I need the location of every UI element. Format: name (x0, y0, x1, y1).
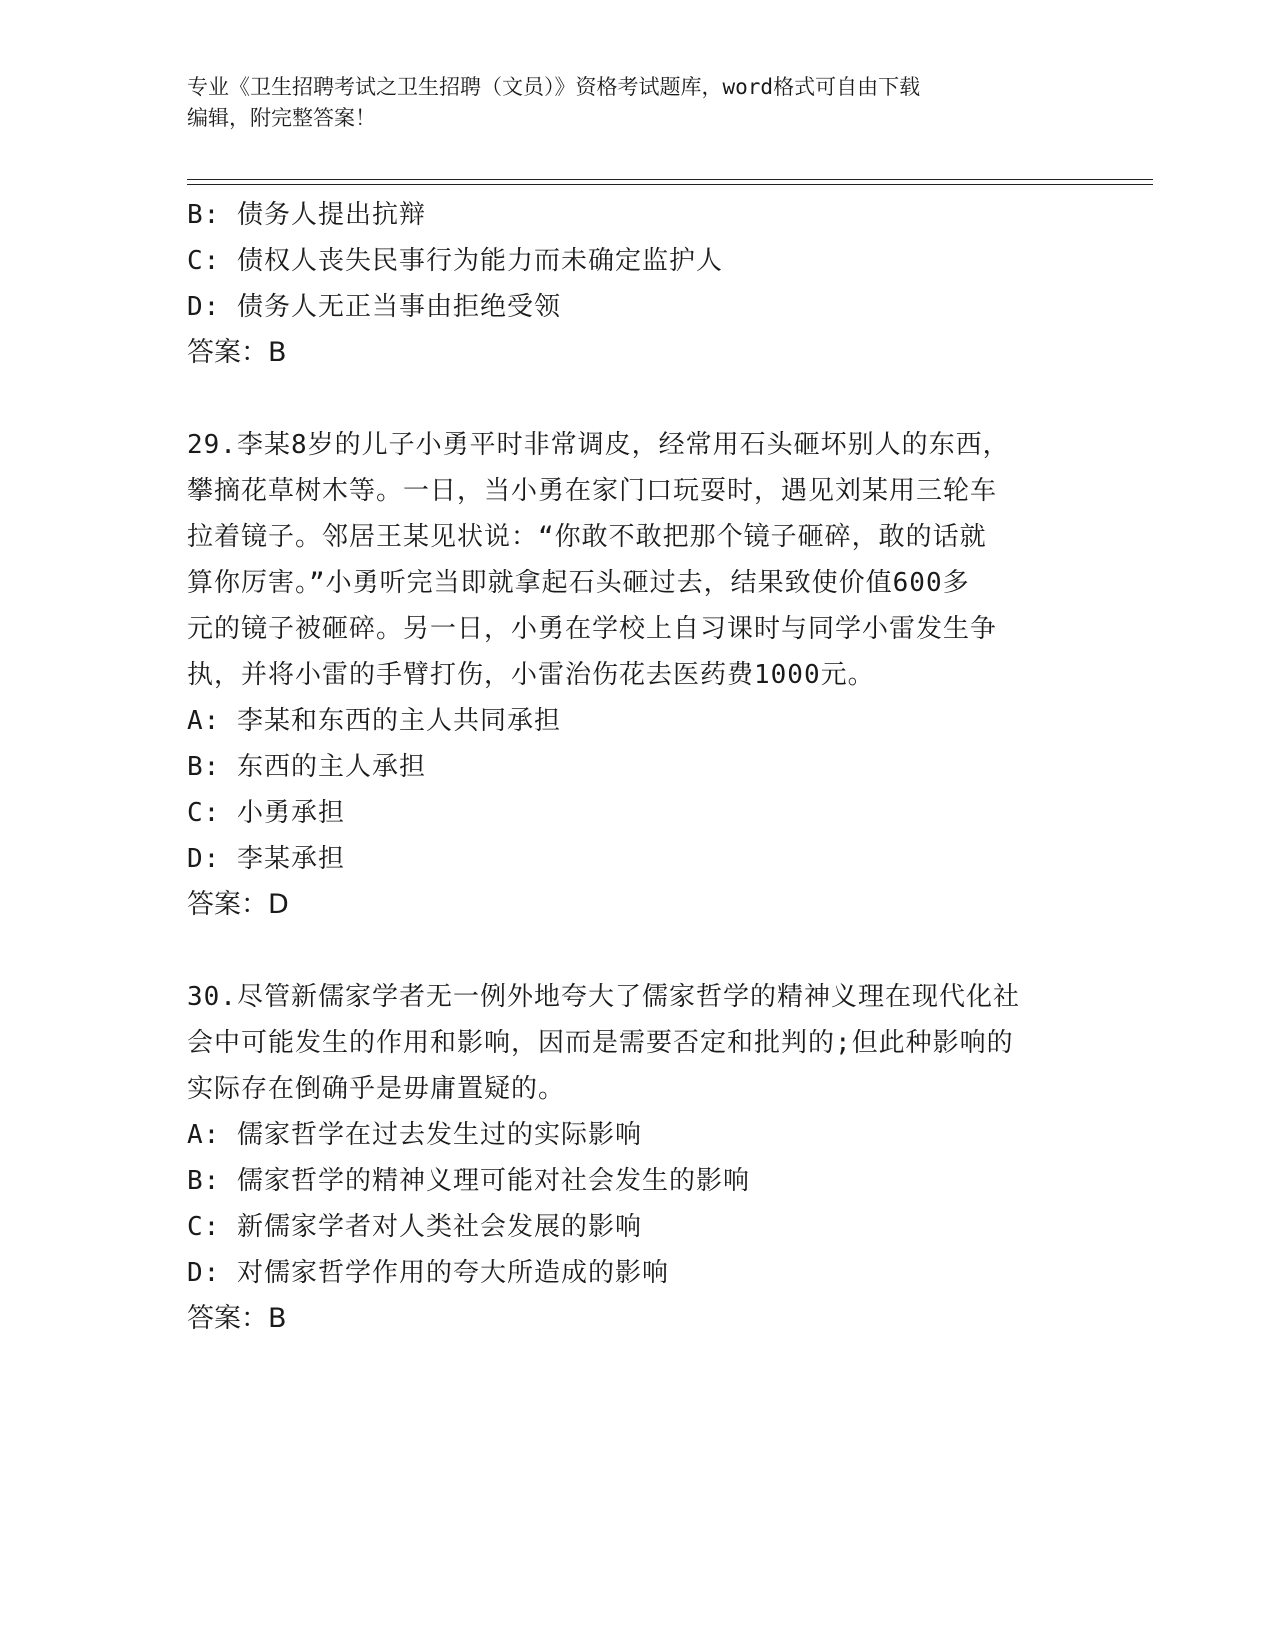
question-line: 29.李某8岁的儿子小勇平时非常调皮，经常用石头砸坏别人的东西， (187, 430, 1010, 460)
header-line-1: 专业《卫生招聘考试之卫生招聘（文员）》资格考试题库，word格式可自由下载 (187, 75, 921, 99)
question-line: 30.尽管新儒家学者无一例外地夸大了儒家哲学的精神义理在现代化社 (187, 982, 1020, 1012)
option-a: A: 李某和东西的主人共同承担 (187, 706, 561, 736)
spacer (187, 376, 1087, 422)
question-29-options (187, 698, 1087, 882)
answer-line: 答案：D (187, 889, 289, 920)
answer-line: 答案：B (187, 1303, 287, 1334)
question-30-stem (187, 974, 1087, 1112)
option-b: B: 儒家哲学的精神义理可能对社会发生的影响 (187, 1166, 750, 1196)
option-c: C: 新儒家学者对人类社会发展的影响 (187, 1212, 642, 1242)
question-line: 拉着镜子。邻居王某见状说：“你敢不敢把那个镜子砸碎，敢的话就 (187, 522, 987, 552)
option-b: B: 东西的主人承担 (187, 752, 426, 782)
option-d: D: 债务人无正当事由拒绝受领 (187, 292, 561, 322)
option-d: D: 对儒家哲学作用的夸大所造成的影响 (187, 1258, 669, 1288)
prev-question-options (187, 192, 1087, 330)
question-line: 执，并将小雷的手臂打伤，小雷治伤花去医药费1000元。 (187, 660, 875, 690)
document-body (187, 192, 1087, 1342)
header-divider-bottom (187, 184, 1153, 185)
question-line: 实际存在倒确乎是毋庸置疑的。 (187, 1074, 566, 1104)
answer-line: 答案：B (187, 337, 287, 368)
header-divider-top (187, 179, 1153, 180)
option-c: C: 债权人丧失民事行为能力而未确定监护人 (187, 246, 723, 276)
option-c: C: 小勇承担 (187, 798, 345, 828)
question-line: 会中可能发生的作用和影响，因而是需要否定和批判的;但此种影响的 (187, 1028, 1014, 1058)
header-line-2: 编辑，附完整答案！ (187, 106, 376, 130)
document-header (187, 72, 1067, 134)
question-line: 攀摘花草树木等。一日，当小勇在家门口玩耍时，遇见刘某用三轮车 (187, 476, 998, 506)
question-line: 算你厉害。”小勇听完当即就拿起石头砸过去，结果致使价值600多 (187, 568, 970, 598)
spacer (187, 928, 1087, 974)
option-a: A: 儒家哲学在过去发生过的实际影响 (187, 1120, 642, 1150)
question-30-options (187, 1112, 1087, 1296)
option-b: B: 债务人提出抗辩 (187, 200, 426, 230)
question-29-stem (187, 422, 1087, 698)
question-line: 元的镜子被砸碎。另一日，小勇在学校上自习课时与同学小雷发生争 (187, 614, 998, 644)
option-d: D: 李某承担 (187, 844, 345, 874)
